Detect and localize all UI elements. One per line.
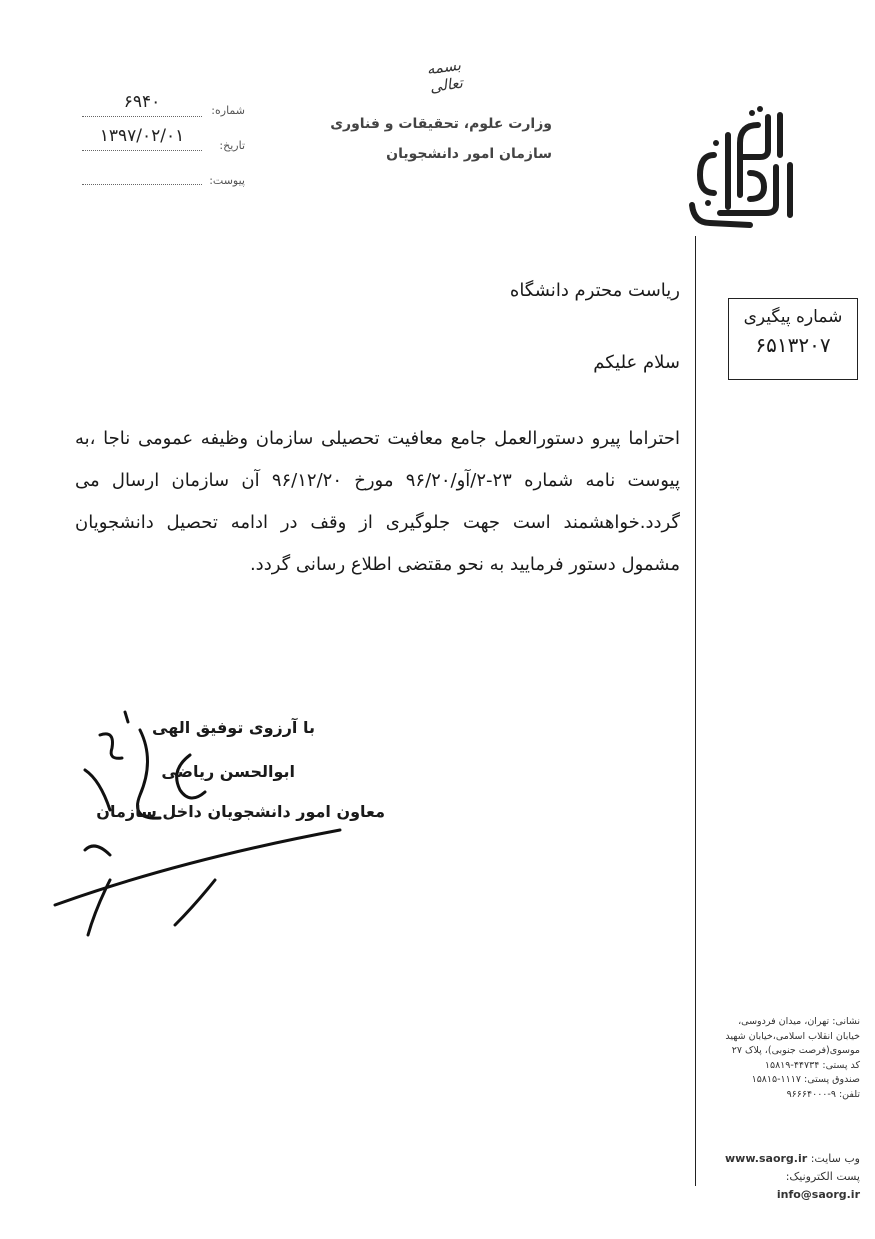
email-link[interactable]: info@saorg.ir <box>776 1188 860 1201</box>
number-label: شماره: <box>211 104 245 117</box>
date-line <box>82 150 202 151</box>
letter-body: احتراما پیرو دستورالعمل جامع معافیت تحصیلی سازمان وظیفه عمومی ناجا ،به پیوست نامه شماره ۲۳-۲/آو/۹۶/۲۰ مورخ ۹۶/۱۲/۲۰ آن سازمان ارسال می گردد.خواهشمند است جهت جلوگیری از وقف در ادامه تحصیل دانشجویان مشمول دستور فرمایید به نحو مقتضی اطلاع رسانی گردد. <box>75 428 680 575</box>
organization-logo <box>680 95 800 235</box>
date-value: ۱۳۹۷/۰۲/۰۱ <box>99 126 185 146</box>
signer-name: ابوالحسن ریاضی <box>161 762 295 781</box>
date-label: تاریخ: <box>219 139 245 152</box>
recipient: ریاست محترم دانشگاه <box>509 280 680 301</box>
email-label: پست الکترونیک: <box>785 1170 860 1183</box>
address-line: موسوی(فرصت جنوبی)، پلاک ۲۷ <box>731 1045 860 1056</box>
website-label: وب سایت: <box>810 1152 860 1165</box>
attachment-line <box>82 184 202 185</box>
address-line: خیابان انقلاب اسلامی،خیابان شهید <box>725 1030 860 1042</box>
greeting: سلام علیکم <box>593 352 680 373</box>
attachment-label: پیوست: <box>209 174 245 187</box>
ministry-name: وزارت علوم، تحقیقات و فناوری <box>330 116 552 132</box>
email-row <box>700 1168 860 1204</box>
website-row <box>700 1150 860 1168</box>
address-line: صندوق پستی: ۱۱۱۷-۱۵۸۱۵ <box>751 1074 860 1085</box>
number-value: ۶۹۴۰ <box>123 92 161 112</box>
closing: با آرزوی توفیق الهی <box>152 718 315 737</box>
number-line <box>82 116 202 117</box>
tracking-label: شماره پیگیری <box>743 307 843 327</box>
tracking-number: ۶۵۱۳۲۰۷ <box>755 333 831 357</box>
handwritten-signature <box>40 700 360 950</box>
basmala: بسمه تعالی <box>425 55 464 97</box>
footer-address <box>700 1015 860 1102</box>
website-link[interactable]: www.saorg.ir <box>725 1152 808 1165</box>
organization-name: سازمان امور دانشجویان <box>386 146 552 162</box>
tracking-box <box>728 298 858 380</box>
address-line: کد پستی: ۴۴۷۳۴-۱۵۸۱۹ <box>764 1059 860 1071</box>
signer-title: معاون امور دانشجویان داخل سازمان <box>96 802 385 821</box>
address-line: نشانی: تهران، میدان فردوسی، <box>738 1016 860 1027</box>
address-line: تلفن: ۹-۹۶۶۶۴۰۰۰ <box>786 1088 860 1100</box>
footer-web <box>700 1150 860 1204</box>
vertical-divider <box>695 236 696 1186</box>
